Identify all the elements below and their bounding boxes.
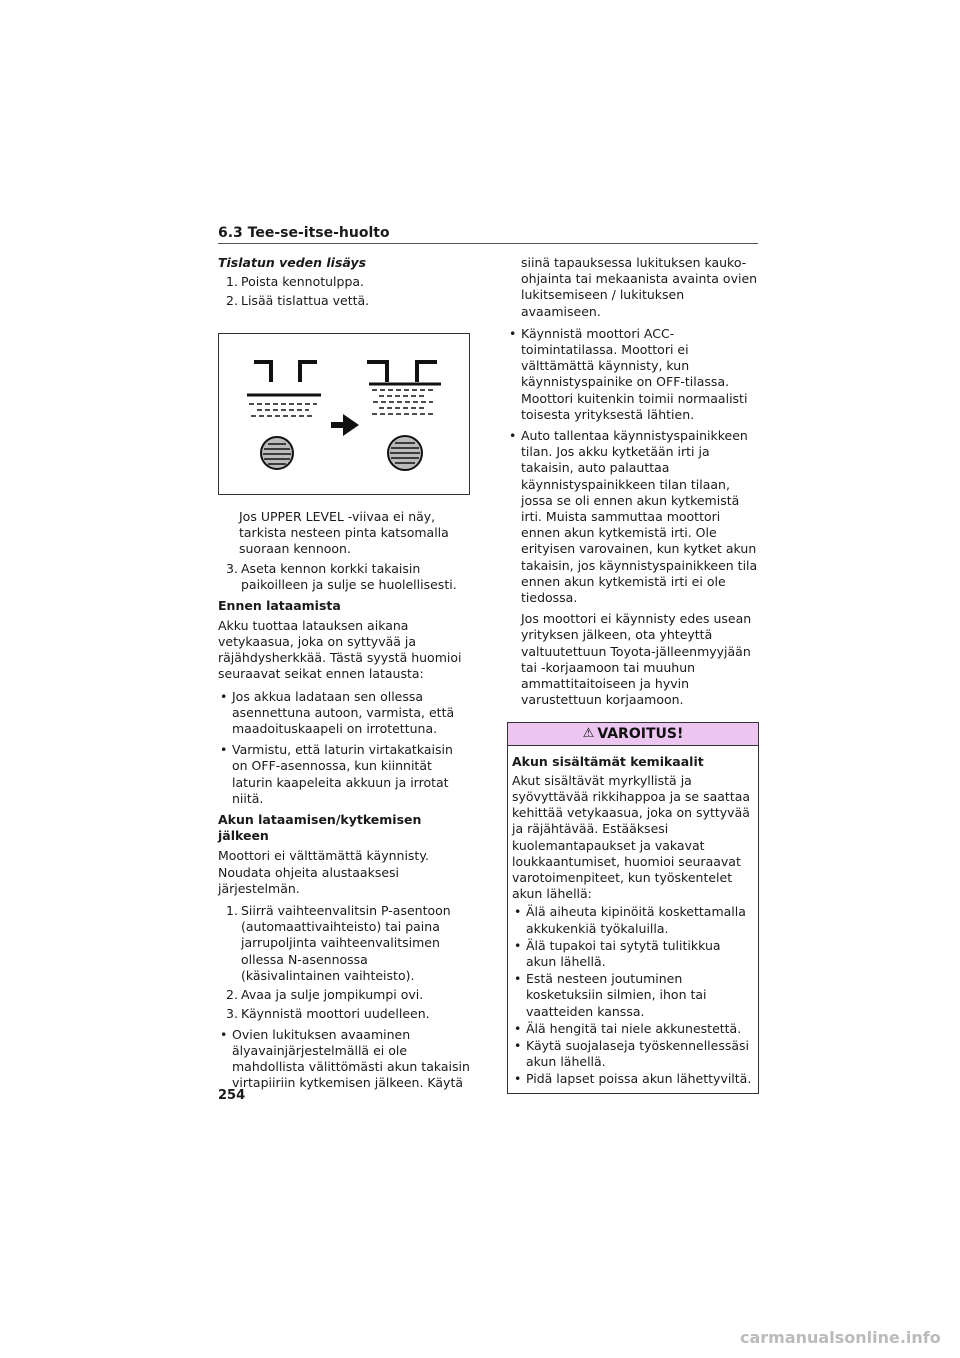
- bullet-item: • Auto tallentaa käynnistyspainikkeen tilan. Jos akku kytketään irti ja takaisin, auto palauttaa käynnistyspainikkeen tilan tilaan, jossa se oli ennen akun kytkemistä irti. Muista sammuttaa moottori ennen akun kytkemistä irti. Ole erityisen varovainen, kun kytket akun takaisin, jos käynnistyspainikkeen tila ennen akun kytkemistä irti ei ole tiedossa.: [509, 428, 758, 606]
- warning-bullet: • Estä nesteen joutuminen kosketuksiin silmien, ihon tai vaatteiden kanssa.: [514, 971, 707, 1019]
- eye-inspection-icon-b: [388, 436, 422, 470]
- warning-bullet: • Älä tupakoi tai sytytä tulitikkua akun lähellä.: [514, 937, 721, 969]
- bullet-text: Käytä suojalaseja työskennellessäsi akun lähellä.: [526, 1037, 750, 1070]
- continued-text: siinä tapauksessa lukituksen kauko-ohjainta tai mekaanista avainta ovien lukitsemiseen / lukituksen avaamiseen.: [521, 255, 758, 319]
- step-number: 3.: [226, 1006, 238, 1022]
- bullet-text: Auto tallentaa käynnistyspainikkeen tilan. Jos akku kytketään irti ja takaisin, auto palauttaa käynnistyspainikkeen tilan tilaan, jossa se oli ennen akun kytkemistä irti. Muista sammuttaa moottori ennen akun kytkemistä irti. Ole erityisen varovainen, kun kytket akun takaisin, jos käynnistyspainikkeen tila ennen akun kytkemistä irti ei ole tiedossa.: [521, 428, 758, 606]
- left-column: [218, 255, 470, 1096]
- paragraph: Moottori ei välttämättä käynnisty. Noudata ohjeita alustaaksesi järjestelmän.: [218, 848, 429, 896]
- step-item: [218, 561, 470, 593]
- heading-after-charging: Akun lataamisen/kytkemisen jälkeen: [218, 812, 422, 844]
- step-text: Siirrä vaihteenvalitsin P-asentoon (automaattivaihteisto) tai paina jarrupoljinta vaihteenvalitsimen ollessa N-asennossa (käsivalintainen vaihteisto).: [241, 903, 451, 983]
- step-item: [218, 274, 470, 290]
- bullet-text: Varmistu, että laturin virtakatkaisin on OFF-asennossa, kun kiinnität laturin kaapeleita akkuun ja irrotat niitä.: [232, 742, 453, 806]
- battery-cell-figure: [218, 333, 470, 495]
- cell-wall-right-b: [417, 362, 437, 382]
- right-column: [507, 255, 759, 1094]
- step-text: Aseta kennon korkki takaisin paikoilleen ja sulje se huolellisesti.: [241, 561, 457, 593]
- watermark: carmanualsonline.info: [740, 1328, 941, 1347]
- bullet-item: • Käynnistä moottori ACC-toimintatilassa. Moottori ei välttämättä käynnisty, kun käynnistyspainike on OFF-tilassa. Moottori kuitenkin toimii normaalisti toisesta yrityksestä lähtien.: [509, 325, 748, 422]
- eye-inspection-icon-a: [261, 437, 293, 469]
- step-text: Käynnistä moottori uudelleen.: [241, 1006, 430, 1022]
- bullet-text: Älä tupakoi tai sytytä tulitikkua akun lähellä.: [526, 937, 721, 969]
- bullet-text: Estä nesteen joutuminen kosketuksiin silmien, ihon tai vaatteiden kanssa.: [526, 971, 707, 1019]
- cell-wall-left-b: [367, 362, 387, 382]
- page-number: 254: [218, 1088, 246, 1103]
- step-number: 1.: [226, 903, 238, 919]
- step-item: [218, 903, 470, 984]
- paragraph: Akku tuottaa latauksen aikana vetykaasua, joka on syttyvää ja räjähdysherkkää. Tästä syystä huomioi seuraavat seikat ennen latausta:: [218, 617, 462, 682]
- step-number: 3.: [226, 561, 238, 577]
- warning-bullet: • Käytä suojalaseja työskennellessäsi akun lähellä.: [514, 1037, 750, 1070]
- warning-box: [507, 722, 759, 1093]
- heading-before-charging: Ennen lataamista: [218, 597, 341, 613]
- step-number: 2.: [226, 987, 238, 1003]
- step-text: Avaa ja sulje jompikumpi ovi.: [241, 987, 424, 1003]
- warning-body: [508, 746, 758, 1092]
- bullet-text: Älä hengitä tai niele akkunestettä.: [526, 1020, 742, 1036]
- cell-wall-right-a: [300, 362, 317, 382]
- warning-header: [508, 723, 758, 746]
- step-item: [218, 1006, 470, 1022]
- section-header: 6.3 Tee-se-itse-huolto: [218, 225, 390, 241]
- warning-bullet: • Pidä lapset poissa akun lähettyviltä.: [514, 1071, 752, 1087]
- bullet-item: • Varmistu, että laturin virtakatkaisin on OFF-asennossa, kun kiinnität laturin kaapeleita akkuun ja irrotat niitä.: [220, 742, 453, 806]
- warning-label: VAROITUS!: [597, 726, 684, 743]
- step-number: 1.: [226, 274, 238, 290]
- warning-triangle-icon: ⚠: [582, 726, 595, 742]
- bullet-text: Jos akkua ladataan sen ollessa asennettuna autoon, varmista, että maadoituskaapeli on irrotettuna.: [232, 688, 455, 737]
- warning-title: Akun sisältämät kemikaalit: [512, 754, 704, 770]
- heading-distilled-water: Tislatun veden lisäys: [218, 255, 367, 270]
- step-number: 2.: [226, 293, 238, 309]
- header-divider: [218, 243, 758, 244]
- step-item: [218, 987, 470, 1003]
- step-item: [218, 293, 470, 309]
- step-text: Poista kennotulppa.: [241, 274, 365, 290]
- arrow-right-icon: [331, 414, 359, 436]
- bullet-text: Älä aiheuta kipinöitä koskettamalla akkukenkiä työkaluilla.: [526, 904, 746, 936]
- bullet-text: Käynnistä moottori ACC-toimintatilassa. Moottori ei välttämättä käynnisty, kun käynnistyspainike on OFF-tilassa. Moottori kuitenkin toimii normaalisti toisesta yrityksestä lähtien.: [521, 325, 748, 422]
- bullet-text: Pidä lapset poissa akun lähettyviltä.: [526, 1071, 752, 1087]
- bullet-item: • Ovien lukituksen avaaminen älyavainjärjestelmällä ei ole mahdollista välittömästi akun takaisin virtapiiriin kytkemisen jälkeen. Käytä: [220, 1026, 470, 1091]
- bullet-text: Ovien lukituksen avaaminen älyavainjärjestelmällä ei ole mahdollista välittömästi akun takaisin virtapiiriin kytkemisen jälkeen. Käytä: [232, 1026, 470, 1091]
- warning-bullet: • Älä aiheuta kipinöitä koskettamalla akkukenkiä työkaluilla.: [514, 904, 746, 936]
- step-text: Lisää tislattua vettä.: [241, 293, 370, 309]
- warning-bullet: • Älä hengitä tai niele akkunestettä.: [514, 1020, 742, 1036]
- battery-fill-illustration: [219, 334, 469, 494]
- bullet-item: • Jos akkua ladataan sen ollessa asennettuna autoon, varmista, että maadoituskaapeli on irrotettuna.: [220, 688, 455, 737]
- continued-paragraph: Jos moottori ei käynnisty edes usean yrityksen jälkeen, ota yhteyttä valtuutettuun Toyota-jälleenmyyjään tai -korjaamoon tai muuhun ammattitaitoiseen ja hyvin varustettuun korjaamoon.: [521, 611, 752, 708]
- warning-text: Akut sisältävät myrkyllistä ja syövyttävää rikkihappoa ja se saattaa kehittää vetykaasua, joka on syttyvää ja räjähtävää. Estääksesi kuolemantapaukset ja vakavat loukkaantumiset, huomioi seuraavat varotoimenpiteet, kun työskentelet akun lähellä:: [512, 772, 751, 902]
- figure-note: Jos UPPER LEVEL -viivaa ei näy, tarkista nesteen pinta katsomalla suoraan kennoon.: [239, 508, 449, 557]
- cell-wall-left-a: [254, 362, 271, 382]
